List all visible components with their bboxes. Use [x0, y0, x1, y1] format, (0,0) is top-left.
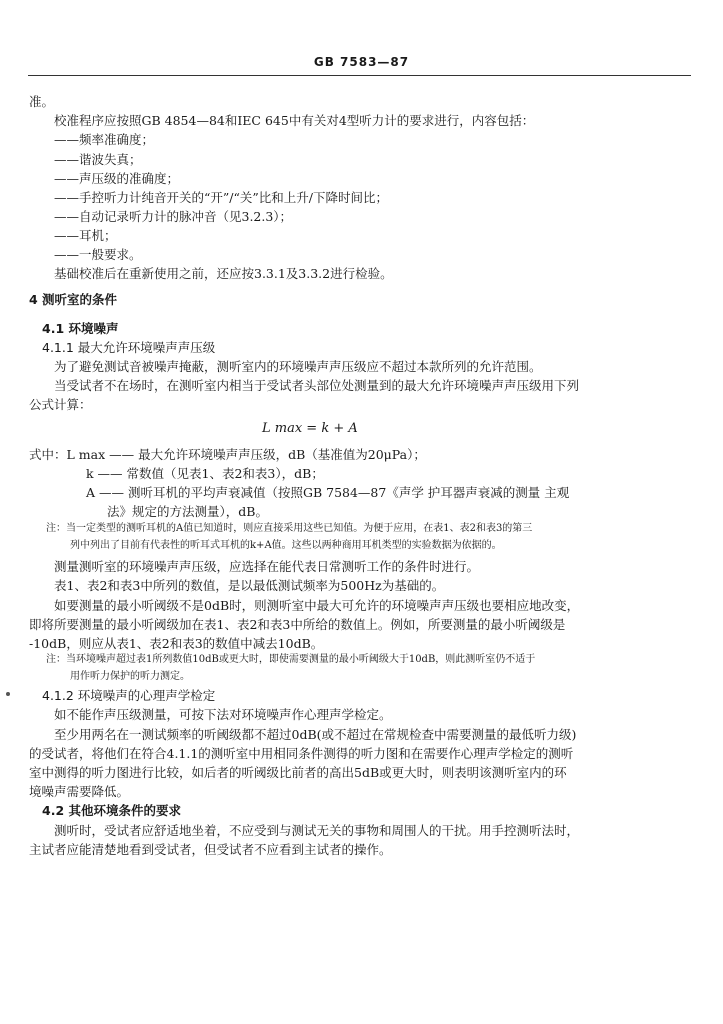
formula-definition: A —— 测听耳机的平均声衰减值（按照GB 7584—87《声学 护耳器声衰减的测量 主观 [86, 485, 570, 500]
list-item: ——一般要求。 [54, 247, 142, 262]
formula-definition: 式中：L max —— 最大允许环境噪声声压级，dB（基准值为20μPa）； [29, 447, 426, 462]
text-line: -10dB，则应从表1、表2和表3的数值中减去10dB。 [29, 636, 324, 651]
note-line: 列中列出了目前有代表性的听耳式耳机的k+A值。这些以两种商用耳机类型的实验数据为依据的。 [70, 540, 502, 551]
text-line: 为了避免测试音被噪声掩蔽，测听室内的环境噪声声压级应不超过本款所列的允许范围。 [54, 359, 542, 374]
text-line: 准。 [29, 94, 55, 109]
text-line: 至少用两名在一测试频率的听阈级都不超过0dB(或不超过在常规检查中需要测量的最低听力级) [54, 727, 577, 742]
text-line: 如不能作声压级测量，可按下法对环境噪声作心理声学检定。 [54, 707, 392, 722]
note-line: 注：当一定类型的测听耳机的A值已知道时，则应直接采用这些已知值。为便于应用，在表1、表2和表3的第三 [46, 523, 533, 534]
formula-definition: k —— 常数值（见表1、表2和表3），dB； [86, 466, 324, 481]
list-item: ——谐波失真； [54, 152, 142, 167]
standard-number-header: GB 7583—87 [313, 55, 410, 69]
text-line: 基础校准后在重新使用之前，还应按3.3.1及3.3.2进行检验。 [54, 266, 393, 281]
list-item: ——手控听力计纯音开关的“开”/“关”比和上升/下降时间比； [54, 190, 388, 205]
text-line: 境噪声需要降低。 [29, 784, 130, 799]
text-line: 测听时，受试者应舒适地坐着，不应受到与测试无关的事物和周围人的干扰。用手控测听法时， [54, 823, 580, 838]
section-heading-4-1-2: 4.1.2 环境噪声的心理声学检定 [42, 688, 216, 703]
header-rule [28, 75, 691, 76]
formula-definition: 法》规定的方法测量），dB。 [107, 504, 268, 519]
note-line: 注：当环境噪声超过表1所列数值10dB或更大时，即使需要测量的最小听阈级大于10dB，则此测听室仍不适于 [46, 654, 536, 665]
section-heading-4-2: 4.2 其他环境条件的要求 [42, 803, 181, 818]
text-line: 的受试者，将他们在符合4.1.1的测听室中用相同条件测得的听力图和在需要作心理声学检定的测听 [29, 746, 574, 761]
text-line: 测量测听室的环境噪声声压级，应选择在能代表日常测听工作的条件时进行。 [54, 559, 480, 574]
text-line: 表1、表2和表3中所列的数值，是以最低测试频率为500Hz为基础的。 [54, 578, 445, 593]
text-line: 主试者应能清楚地看到受试者，但受试者不应看到主试者的操作。 [29, 842, 392, 857]
list-item: ——自动记录听力计的脉冲音（见3.2.3）； [54, 209, 293, 224]
section-heading-4: 4 测听室的条件 [29, 292, 118, 307]
note-line: 用作听力保护的听力测定。 [70, 671, 190, 682]
list-item: ——耳机； [54, 228, 117, 243]
section-heading-4-1: 4.1 环境噪声 [42, 321, 119, 336]
list-item: ——频率准确度； [54, 132, 155, 147]
text-line: 校准程序应按照GB 4854—84和IEC 645中有关对4型听力计的要求进行，内容包括： [54, 113, 535, 128]
text-line: 当受试者不在场时，在测听室内相当于受试者头部位处测量到的最大允许环境噪声声压级用下列 [54, 378, 580, 393]
text-line: 室中测得的听力图进行比较，如后者的听阈级比前者的高出5dB或更大时，则表明该测听室内的环 [29, 765, 567, 780]
text-line: 公式计算： [29, 397, 92, 412]
formula: L max = k + A [262, 421, 358, 436]
text-line: 即将所要测量的最小听阈级加在表1、表2和表3中所给的数值上。例如，所要测量的最小听阈级是 [29, 617, 566, 632]
margin-mark [6, 692, 10, 696]
section-heading-4-1-1: 4.1.1 最大允许环境噪声声压级 [42, 340, 216, 355]
list-item: ——声压级的准确度； [54, 171, 180, 186]
text-line: 如要测量的最小听阈级不是0dB时，则测听室中最大可允许的环境噪声声压级也要相应地改变， [54, 598, 580, 613]
